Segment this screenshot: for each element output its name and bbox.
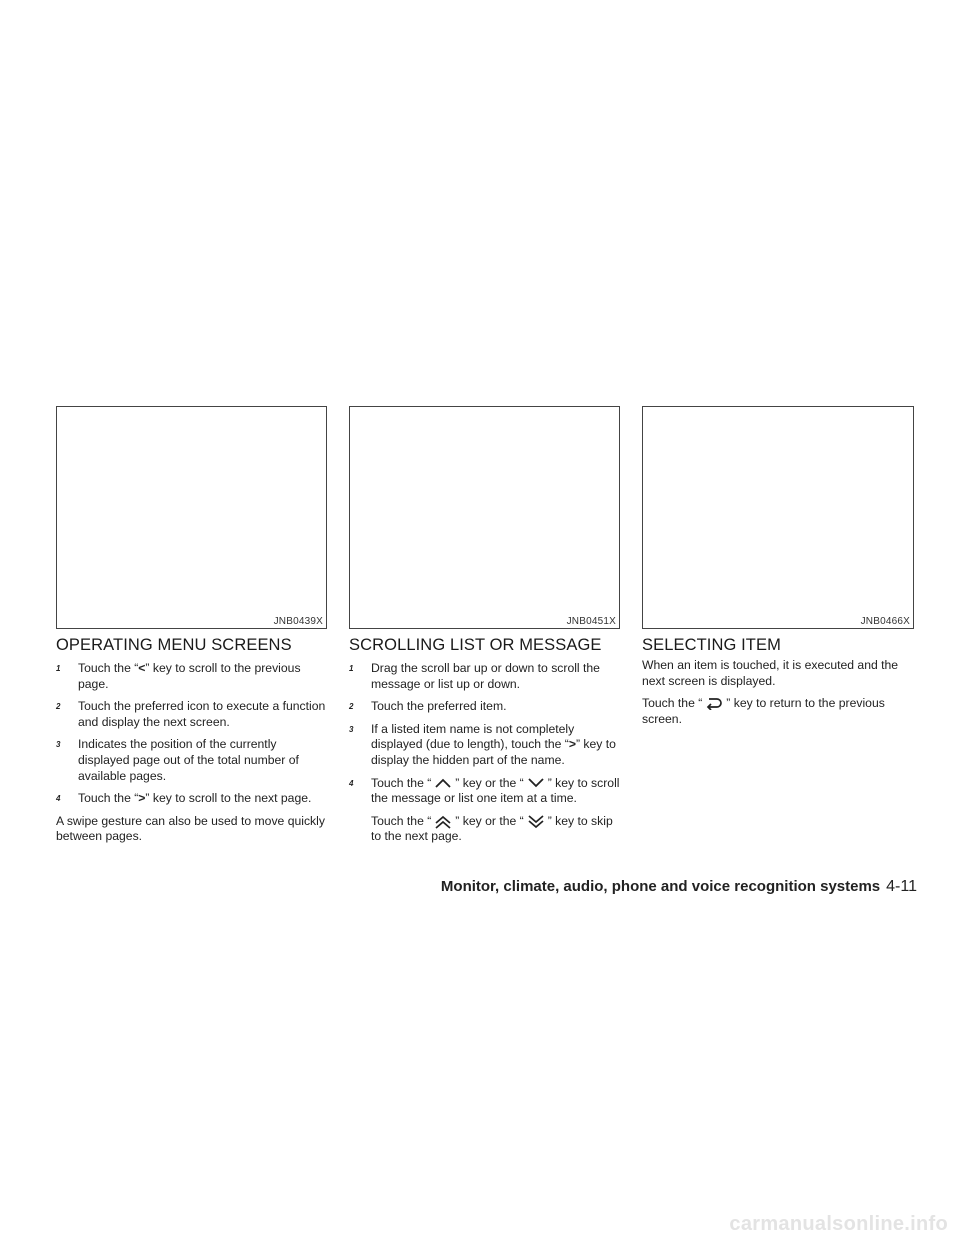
step-number-2: 2 — [349, 702, 354, 712]
step-item: $^1$ Touch the “<” key to scroll to the previous page. — [56, 661, 301, 691]
step-item: $^2$ Touch the preferred item. — [349, 699, 507, 714]
figure-code: JNB0439X — [273, 616, 323, 627]
figure-operating-menu — [56, 406, 327, 629]
step-item: $^2$ Touch the preferred icon to execute a function and display the next screen. — [56, 699, 326, 729]
step-item: $^4$ Touch the “>” key to scroll to the next page. — [56, 791, 312, 806]
step-item: $^1$ Drag the scroll bar up or down to scroll the message or list up or down. — [349, 661, 600, 691]
back-key-paragraph: Touch the “ ” key to return to the previous screen. — [642, 696, 885, 726]
step-list — [56, 661, 327, 807]
column-scrolling-list — [349, 406, 620, 852]
swipe-paragraph: A swipe gesture can also be used to move quickly between pages. — [56, 813, 325, 844]
footer-section-title: Monitor, climate, audio, phone and voice recognition systems — [440, 878, 881, 895]
section-heading: SELECTING ITEM — [642, 636, 781, 654]
page-skip-paragraph: Touch the “ ” key or the “ ” key to skip to the next page. — [371, 813, 613, 844]
step-number-1: 1 — [56, 664, 61, 673]
step-number-4: 4 — [349, 778, 354, 788]
column-operating-menu — [56, 406, 327, 852]
chevron-down-icon — [524, 776, 548, 790]
section-heading: SCROLLING LIST OR MESSAGE — [349, 636, 602, 654]
step-number-3: 3 — [349, 724, 354, 734]
step-item: $^4$ Touch the “ ” key or the “ ” key to scroll the message or list one item at a time. — [349, 775, 620, 806]
figure-scrolling-list — [349, 406, 620, 629]
step-number-4: 4 — [56, 794, 61, 804]
figure-selecting-item — [642, 406, 914, 629]
page-number: 4-11 — [886, 878, 917, 895]
step-number-1: 1 — [349, 664, 354, 673]
chevron-up-icon — [431, 776, 455, 790]
expand-key-label: > — [568, 737, 576, 752]
page-footer — [441, 878, 917, 896]
next-key-label: > — [138, 791, 146, 806]
back-arrow-icon — [702, 696, 726, 710]
section-heading: OPERATING MENU SCREENS — [56, 636, 292, 654]
selecting-paragraph: When an item is touched, it is executed and the next screen is displayed. — [642, 658, 899, 688]
step-list — [349, 661, 620, 807]
column-selecting-item — [642, 406, 914, 734]
step-item: $^3$ If a listed item name is not completely displayed (due to length), touch the “>” key to display the hidden part of the name. — [349, 721, 616, 767]
watermark: carmanualsonline.info — [729, 1213, 948, 1235]
previous-key-label: < — [138, 661, 146, 675]
figure-code: JNB0466X — [860, 616, 910, 627]
step-item: $^3$ Indicates the position of the currently displayed page out of the total number of available pages. — [56, 737, 299, 783]
double-chevron-up-icon — [431, 814, 455, 828]
figure-code: JNB0451X — [566, 616, 616, 627]
step-number-3: 3 — [56, 740, 61, 750]
double-chevron-down-icon — [524, 814, 548, 828]
step-number-2: 2 — [56, 702, 61, 712]
